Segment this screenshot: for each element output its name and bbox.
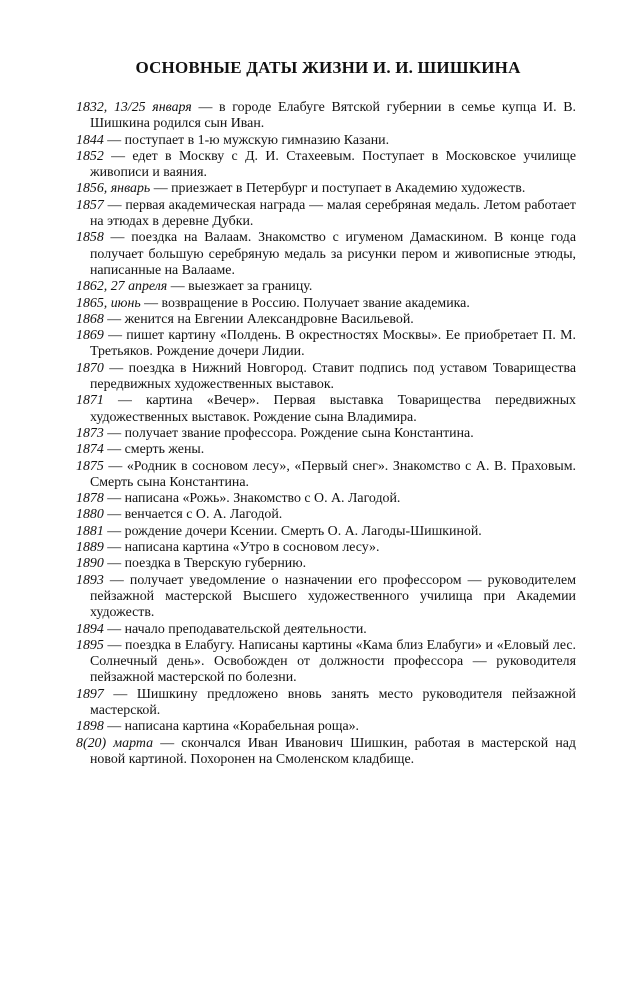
entry-date: 8(20) марта — [76, 735, 154, 751]
chronology-entry — [76, 524, 576, 540]
chronology-entry — [76, 507, 576, 523]
entry-text: — получает уведомление о назначении его профессором — руководителем пейзажной мастерской Высшего художественного училища при Академии художеств. — [90, 572, 576, 621]
entry-date: 1857 — [76, 197, 104, 213]
entry-text: — Шишкину предложено вновь занять место руководителя пейзажной мастерской. — [90, 686, 576, 718]
entry-text: — картина «Вечер». Первая выставка Товарищества передвижных художественных выставок. Рождение сына Владимира. — [90, 393, 576, 425]
chronology-entry — [76, 230, 576, 279]
chronology-entry — [76, 361, 576, 394]
entry-date: 1858 — [76, 230, 104, 246]
chronology-entry — [76, 540, 576, 556]
entry-date: 1862, 27 апреля — [76, 279, 168, 295]
entry-text: — выезжает за границу. — [167, 279, 313, 295]
entry-text: — рождение дочери Ксении. Смерть О. А. Лагоды-Шишкиной. — [103, 523, 482, 539]
chronology-entry — [76, 296, 576, 312]
entry-text: — возвращение в Россию. Получает звание академика. — [140, 295, 470, 311]
chronology-entry — [76, 622, 576, 638]
entry-text: — получает звание профессора. Рождение сына Константина. — [103, 425, 474, 441]
entry-text: — начало преподавательской деятельности. — [103, 621, 367, 637]
entry-date: 1898 — [76, 719, 104, 735]
entry-text: — написана картина «Утро в сосновом лесу». — [103, 540, 380, 556]
chronology-entry — [76, 459, 576, 492]
entry-date: 1856, январь — [76, 181, 151, 197]
entry-text: — скончался Иван Иванович Шишкин, работая в мастерской над новой картиной. Похоронен на Смоленском кладбище. — [90, 735, 576, 767]
entry-text: — написана картина «Корабельная роща». — [103, 719, 360, 735]
entry-date: 1878 — [76, 491, 104, 507]
chronology-entry — [76, 149, 576, 182]
entry-text: — едет в Москву с Д. И. Стахеевым. Поступает в Московское училище живописи и ваяния. — [90, 148, 576, 181]
entry-text: — смерть жены. — [103, 442, 205, 458]
entry-date: 1897 — [76, 686, 104, 702]
entry-date: 1889 — [76, 540, 104, 556]
chronology-entry — [76, 279, 576, 295]
chronology-entry — [76, 393, 576, 426]
chronology-entry — [76, 133, 576, 149]
chronology-entry — [76, 181, 576, 197]
chronology-entry — [76, 312, 576, 328]
entry-date: 1871 — [76, 393, 104, 409]
entry-text: — в городе Елабуге Вятской губернии в семье купца И. В. Шишкина родился сын Иван. — [90, 100, 576, 132]
entry-text: — поездка в Тверскую губернию. — [103, 556, 307, 572]
chronology-entry — [76, 328, 576, 361]
entry-text: — приезжает в Петербург и поступает в Академию художеств. — [150, 181, 526, 197]
chronology-entry — [76, 736, 576, 769]
chronology-entry — [76, 426, 576, 442]
entry-date: 1880 — [76, 507, 104, 523]
chronology-entry — [76, 442, 576, 458]
entry-text: — пишет картину «Полдень. В окрестностях Москвы». Ее приобретает П. М. Третьяков. Рождение дочери Лидии. — [90, 328, 576, 360]
entry-date: 1869 — [76, 328, 104, 344]
entry-text: — женится на Евгении Александровне Васильевой. — [103, 311, 414, 327]
chronology-entry — [76, 491, 576, 507]
entry-date: 1890 — [76, 556, 104, 572]
entry-date: 1895 — [76, 637, 104, 653]
entry-text: — «Родник в сосновом лесу», «Первый снег». Знакомство с А. В. Праховым. Смерть сына Константина. — [90, 458, 576, 490]
chronology-entry — [76, 573, 576, 622]
chronology-entry — [76, 638, 576, 687]
entry-date: 1832, 13/25 января — [76, 100, 192, 115]
entry-date: 1881 — [76, 523, 104, 539]
chronology-list — [76, 100, 576, 768]
chronology-entry — [76, 100, 576, 133]
entry-date: 1870 — [76, 360, 104, 376]
page-title: ОСНОВНЫЕ ДАТЫ ЖИЗНИ И. И. ШИШКИНА — [135, 58, 521, 77]
entry-text: — поездка в Елабугу. Написаны картины «Кама близ Елабуги» и «Еловый лес. Солнечный день». Освобожден от должности профессора — руководителя пейзажной мастерской по болезни. — [90, 637, 576, 686]
entry-date: 1894 — [76, 621, 104, 637]
entry-text: — поступает в 1-ю мужскую гимназию Казани. — [103, 132, 390, 148]
chronology-entry — [76, 719, 576, 735]
entry-date: 1873 — [76, 425, 104, 441]
entry-date: 1865, июнь — [76, 295, 141, 311]
entry-date: 1844 — [76, 132, 104, 148]
entry-date: 1875 — [76, 458, 104, 474]
entry-date: 1874 — [76, 442, 104, 458]
entry-text: — поездка на Валаам. Знакомство с игуменом Дамаскином. В конце года получает большую серебряную медаль за рисунки пером и живописные этюды, написанные на Валааме. — [90, 230, 576, 278]
entry-text: — первая академическая награда — малая серебряная медаль. Летом работает на этюдах в деревне Дубки. — [90, 197, 576, 230]
entry-text: — поездка в Нижний Новгород. Ставит подпись под уставом Товарищества передвижных художественных выставок. — [90, 360, 576, 393]
chronology-entry — [76, 198, 576, 231]
chronology-entry — [76, 556, 576, 572]
chronology-entry — [76, 687, 576, 720]
entry-text: — венчается с О. А. Лагодой. — [103, 507, 283, 523]
entry-date: 1868 — [76, 311, 104, 327]
entry-date: 1893 — [76, 572, 104, 588]
entry-date: 1852 — [76, 148, 104, 164]
entry-text: — написана «Рожь». Знакомство с О. А. Лагодой. — [103, 491, 401, 507]
